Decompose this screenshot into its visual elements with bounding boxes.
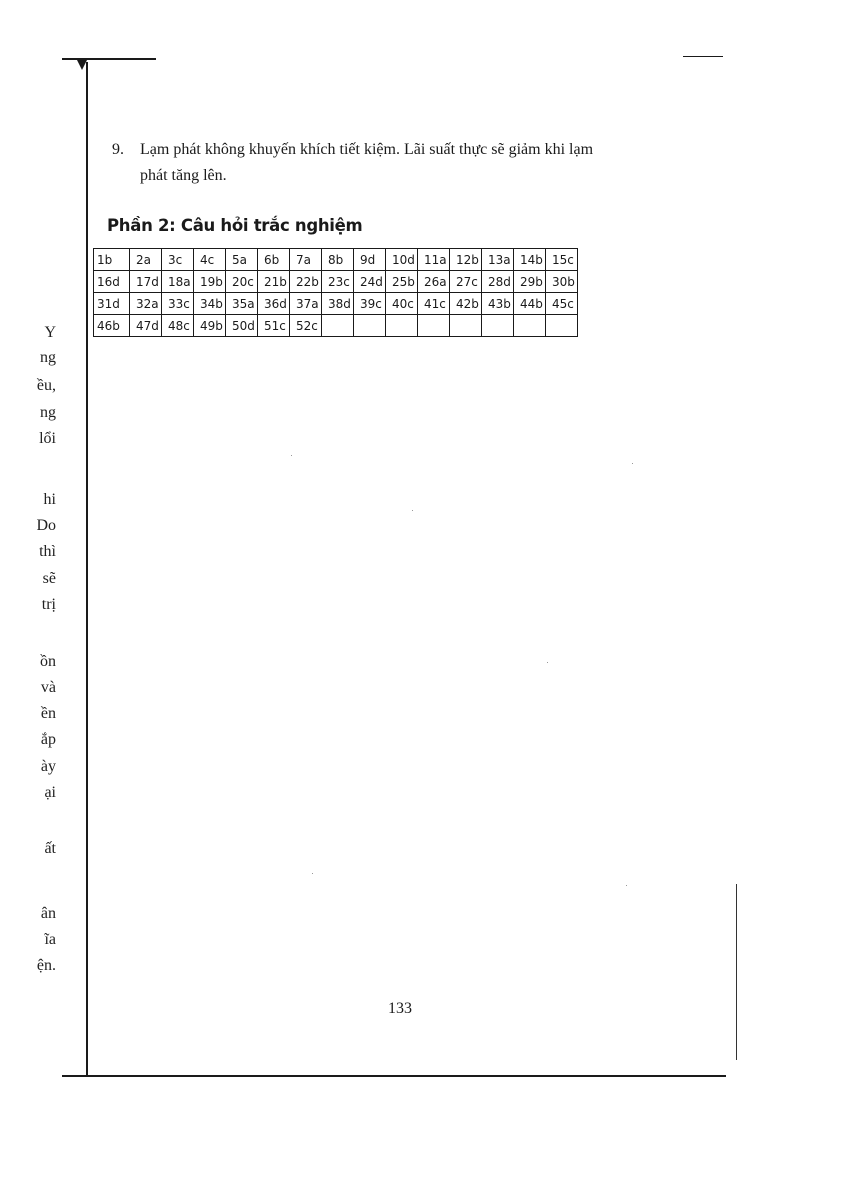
answer-cell: 25b — [386, 271, 418, 293]
answer-cell: 33c — [162, 293, 194, 315]
answer-cell: 46b — [94, 315, 130, 337]
answer-cell: 52c — [290, 315, 322, 337]
scan-speckle — [412, 510, 413, 511]
answer-cell: 42b — [450, 293, 482, 315]
answer-row — [94, 271, 578, 293]
answer-cell: 11a — [418, 249, 450, 271]
margin-fragment: ều, — [36, 377, 56, 394]
answer-cell: 38d — [322, 293, 354, 315]
answer-cell — [546, 315, 578, 337]
answer-cell: 29b — [514, 271, 546, 293]
scan-speckle — [626, 885, 627, 886]
margin-fragment: hi — [43, 491, 56, 508]
answer-cell: 49b — [194, 315, 226, 337]
answer-cell: 2a — [130, 249, 162, 271]
answer-cell: 19b — [194, 271, 226, 293]
facing-page-fragments — [0, 0, 80, 1000]
margin-fragment: ắp — [40, 731, 56, 748]
answer-cell: 39c — [354, 293, 386, 315]
answer-cell: 30b — [546, 271, 578, 293]
answer-cell: 34b — [194, 293, 226, 315]
answer-cell: 16d — [94, 271, 130, 293]
answer-cell: 48c — [162, 315, 194, 337]
scan-speckle — [632, 463, 633, 464]
answer-cell: 26a — [418, 271, 450, 293]
answer-row — [94, 315, 578, 337]
answer-cell: 32a — [130, 293, 162, 315]
answer-cell: 12b — [450, 249, 482, 271]
margin-fragment: ồn — [40, 653, 56, 670]
answer-cell: 7a — [290, 249, 322, 271]
answer-cell: 27c — [450, 271, 482, 293]
answer-cell: 51c — [258, 315, 290, 337]
item-text-line-1: Lạm phát không khuyến khích tiết kiệm. Lãi suất thực sẽ giảm khi lạm — [140, 141, 594, 158]
margin-fragment: ày — [40, 758, 56, 775]
margin-fragment: ân — [40, 905, 56, 922]
answer-cell: 20c — [226, 271, 258, 293]
scan-edge-right — [736, 884, 737, 1060]
answer-cell — [418, 315, 450, 337]
scan-edge-bottom — [62, 1075, 726, 1077]
answer-cell — [450, 315, 482, 337]
answer-cell — [354, 315, 386, 337]
answer-cell: 45c — [546, 293, 578, 315]
margin-fragment: ất — [44, 840, 56, 857]
answer-cell — [482, 315, 514, 337]
answer-cell: 37a — [290, 293, 322, 315]
answer-cell: 13a — [482, 249, 514, 271]
answer-cell: 10d — [386, 249, 418, 271]
answer-cell: 41c — [418, 293, 450, 315]
answer-key-table — [93, 248, 578, 337]
page-number: 133 — [388, 1000, 412, 1017]
margin-fragment: ng — [40, 404, 56, 421]
margin-fragment: và — [40, 679, 56, 696]
answer-cell: 5a — [226, 249, 258, 271]
answer-cell: 31d — [94, 293, 130, 315]
scan-speckle — [547, 662, 548, 663]
margin-fragment: trị — [41, 596, 56, 613]
answer-row — [94, 293, 578, 315]
answer-cell: 21b — [258, 271, 290, 293]
scan-speckle — [312, 873, 313, 874]
answer-key-body — [94, 249, 578, 337]
answer-cell: 40c — [386, 293, 418, 315]
answer-cell — [322, 315, 354, 337]
answer-cell: 3c — [162, 249, 194, 271]
answer-cell: 4c — [194, 249, 226, 271]
answer-cell — [386, 315, 418, 337]
answer-cell: 47d — [130, 315, 162, 337]
answer-cell: 28d — [482, 271, 514, 293]
answer-cell: 36d — [258, 293, 290, 315]
margin-fragment: ện. — [36, 957, 56, 974]
answer-cell: 23c — [322, 271, 354, 293]
margin-fragment: ĩa — [44, 931, 56, 948]
answer-cell: 22b — [290, 271, 322, 293]
scan-edge-top-right — [683, 56, 723, 57]
answer-cell: 15c — [546, 249, 578, 271]
answer-cell: 9d — [354, 249, 386, 271]
answer-row — [94, 249, 578, 271]
margin-fragment: Do — [36, 517, 56, 534]
answer-cell: 50d — [226, 315, 258, 337]
answer-cell: 43b — [482, 293, 514, 315]
answer-cell: 6b — [258, 249, 290, 271]
section-heading: Phần 2: Câu hỏi trắc nghiệm — [107, 216, 363, 235]
answer-cell — [514, 315, 546, 337]
margin-fragment: thì — [39, 543, 56, 560]
margin-fragment: Y — [44, 324, 56, 341]
scan-speckle — [291, 455, 292, 456]
answer-cell: 24d — [354, 271, 386, 293]
margin-fragment: sẽ — [42, 570, 56, 587]
answer-cell: 1b — [94, 249, 130, 271]
margin-fragment: ại — [44, 784, 56, 801]
item-text-line-2: phát tăng lên. — [140, 167, 227, 184]
margin-fragment: ng — [40, 349, 56, 366]
item-number: 9. — [112, 141, 124, 158]
answer-cell: 18a — [162, 271, 194, 293]
margin-fragment: lổi — [39, 430, 56, 447]
answer-cell: 14b — [514, 249, 546, 271]
answer-cell: 8b — [322, 249, 354, 271]
answer-cell: 17d — [130, 271, 162, 293]
answer-cell: 44b — [514, 293, 546, 315]
answer-cell: 35a — [226, 293, 258, 315]
scan-edge-left — [86, 62, 88, 1076]
margin-fragment: ền — [40, 705, 56, 722]
list-item-9 — [112, 137, 712, 189]
